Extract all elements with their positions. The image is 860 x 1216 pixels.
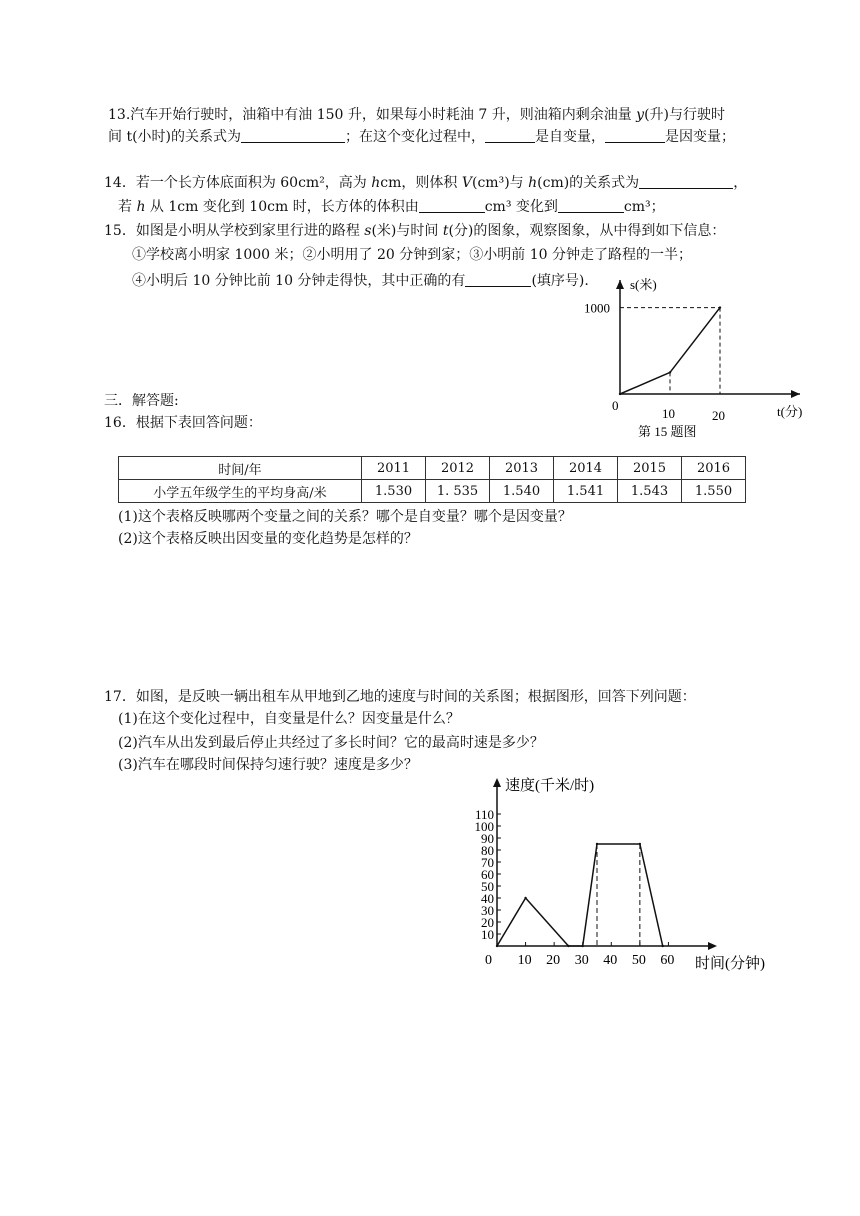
table-cell-year: 2011 bbox=[362, 457, 426, 480]
q16-intro: 16．根据下表回答问题： bbox=[104, 415, 262, 431]
data-point bbox=[669, 371, 671, 373]
table-cell-value: 1. 535 bbox=[426, 480, 490, 503]
y-axis-arrow bbox=[616, 280, 624, 289]
table-cell-year: 2016 bbox=[682, 457, 746, 480]
table-cell-year: 2015 bbox=[618, 457, 682, 480]
data-point bbox=[524, 897, 526, 899]
y-tick-label: 110 bbox=[474, 807, 494, 822]
answer-blank[interactable] bbox=[605, 128, 665, 143]
q16-height-table bbox=[118, 456, 746, 503]
data-point bbox=[619, 393, 621, 395]
x-tick-label: 20 bbox=[712, 408, 725, 423]
y-tick-label: 20 bbox=[481, 915, 494, 930]
q15-line2: ①学校离小明家 1000 米；②小明用了 20 分钟到家；③小明前 10 分钟走了路程的一半； bbox=[132, 247, 692, 263]
table-cell-value: 1.543 bbox=[618, 480, 682, 503]
y-tick-label: 100 bbox=[474, 819, 494, 834]
q17-sub2: (2)汽车从出发到最后停止共经过了多长时间？它的最高时速是多少？ bbox=[118, 735, 544, 751]
data-point bbox=[662, 945, 664, 947]
data-point bbox=[496, 945, 498, 947]
table-row bbox=[119, 480, 746, 503]
origin-label: 0 bbox=[612, 398, 619, 413]
q13-line2: 间 t(小时)的关系式为 ；在这个变化过程中， 是自变量， 是因变量； bbox=[108, 129, 735, 145]
table-cell-year: 2012 bbox=[426, 457, 490, 480]
table-cell-value: 1.550 bbox=[682, 480, 746, 503]
q16-sub1: (1)这个表格反映哪两个变量之间的关系？哪个是自变量？哪个是因变量？ bbox=[118, 509, 572, 525]
q14-line2: 若 h 从 1cm 变化到 10cm 时，长方体的体积由 cm³ 变化到 cm³； bbox=[118, 199, 665, 215]
y-tick-label: 1000 bbox=[584, 300, 610, 316]
x-tick-label: 20 bbox=[546, 953, 561, 968]
q13-line1: 13.汽车开始行驶时，油箱中有油 150 升，如果每小时耗油 7 升，则油箱内剩余油量 y(升)与行驶时 bbox=[108, 107, 726, 123]
data-point bbox=[719, 306, 721, 308]
q17-sub3: (3)汽车在哪段时间保持匀速行驶？速度是多少？ bbox=[118, 757, 418, 773]
data-point bbox=[567, 945, 569, 947]
answer-blank[interactable] bbox=[465, 272, 531, 287]
q15-line3: ④小明后 10 分钟比前 10 分钟走得快，其中正确的有 (填序号). bbox=[132, 273, 589, 289]
y-tick-label: 70 bbox=[481, 855, 494, 870]
q15-line1: 15．如图是小明从学校到家里行进的路程 s(米)与时间 t(分)的图象，观察图象，从中得到如下信息： bbox=[104, 223, 726, 239]
answer-blank[interactable] bbox=[639, 174, 733, 189]
answer-blank[interactable] bbox=[485, 128, 535, 143]
table-cell-value: 1.540 bbox=[490, 480, 554, 503]
x-tick-label: 30 bbox=[574, 953, 589, 968]
y-tick-label: 30 bbox=[481, 903, 494, 918]
y-tick-label: 80 bbox=[481, 843, 494, 858]
y-tick-label: 10 bbox=[481, 927, 494, 942]
origin-label: 0 bbox=[485, 953, 492, 968]
table-row-label: 小学五年级学生的平均身高/米 bbox=[119, 480, 362, 503]
y-tick-label: 90 bbox=[481, 831, 494, 846]
table-header-label: 时间/年 bbox=[119, 457, 362, 480]
answer-blank[interactable] bbox=[558, 198, 624, 213]
data-point bbox=[639, 843, 641, 845]
x-tick-label: 10 bbox=[662, 406, 675, 421]
q15-distance-time-chart bbox=[580, 276, 803, 444]
y-tick-label: 50 bbox=[481, 879, 494, 894]
y-axis-arrow bbox=[493, 778, 501, 787]
x-tick-label: 10 bbox=[517, 953, 532, 968]
x-tick-label: 60 bbox=[660, 953, 675, 968]
x-axis-label: t(分) bbox=[777, 404, 803, 419]
q17-sub1: (1)在这个变化过程中，自变量是什么？因变量是什么？ bbox=[118, 711, 460, 727]
table-cell-value: 1.530 bbox=[362, 480, 426, 503]
q16-sub2: (2)这个表格反映出因变量的变化趋势是怎样的？ bbox=[118, 531, 418, 547]
data-point bbox=[582, 945, 584, 947]
chart-caption: 第 15 题图 bbox=[638, 424, 697, 439]
answer-blank[interactable] bbox=[419, 198, 485, 213]
table-cell-year: 2014 bbox=[554, 457, 618, 480]
table-row bbox=[119, 457, 746, 480]
x-axis-arrow bbox=[791, 390, 800, 398]
x-axis-arrow bbox=[708, 942, 717, 950]
y-tick-label: 40 bbox=[481, 891, 494, 906]
x-tick-label: 40 bbox=[603, 953, 618, 968]
x-axis-label: 时间(分钟) bbox=[695, 956, 765, 972]
y-tick-label: 60 bbox=[481, 867, 494, 882]
y-axis-label: s(米) bbox=[630, 277, 657, 292]
table-cell-year: 2013 bbox=[490, 457, 554, 480]
q17-intro: 17．如图，是反映一辆出租车从甲地到乙地的速度与时间的关系图；根据图形，回答下列问题： bbox=[104, 689, 696, 705]
data-line bbox=[497, 844, 663, 946]
table-cell-value: 1.541 bbox=[554, 480, 618, 503]
q17-speed-time-chart bbox=[460, 774, 765, 980]
q14-line1: 14．若一个长方体底面积为 60cm²，高为 hcm，则体积 V(cm³)与 h(cm)的关系式为 ， bbox=[104, 175, 748, 191]
y-axis-label: 速度(千米/时) bbox=[505, 778, 595, 794]
x-tick-label: 50 bbox=[631, 953, 646, 968]
section-heading: 三．解答题: bbox=[104, 393, 179, 409]
answer-blank[interactable] bbox=[241, 128, 345, 143]
data-point bbox=[596, 843, 598, 845]
